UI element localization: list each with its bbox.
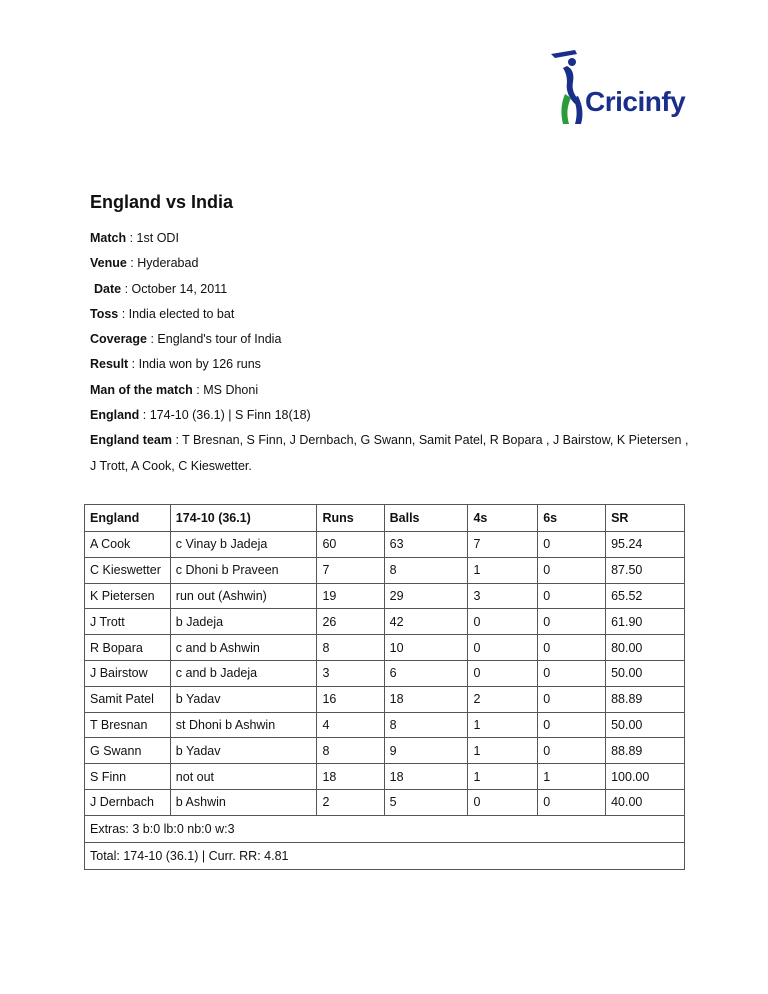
info-label: Date xyxy=(94,281,122,296)
info-value: : MS Dhoni xyxy=(192,382,259,397)
table-cell: 10 xyxy=(384,635,468,661)
header-cell: Runs xyxy=(317,505,384,532)
table-cell: 0 xyxy=(538,635,606,661)
table-cell: 18 xyxy=(384,686,468,712)
header-cell: Balls xyxy=(384,505,468,532)
table-cell: 0 xyxy=(538,738,606,764)
table-cell: 80.00 xyxy=(606,635,685,661)
table-cell: 0 xyxy=(538,686,606,712)
table-cell: 40.00 xyxy=(606,789,685,815)
table-cell: 88.89 xyxy=(606,738,685,764)
table-cell: 1 xyxy=(468,557,538,583)
info-value: : Hyderabad xyxy=(126,256,199,271)
table-row xyxy=(85,609,685,635)
header-cell: England xyxy=(85,505,171,532)
table-cell: 7 xyxy=(468,532,538,558)
table-cell: 0 xyxy=(538,557,606,583)
info-date xyxy=(90,277,690,302)
header-cell: 4s xyxy=(468,505,538,532)
total-row xyxy=(85,842,685,869)
table-cell: run out (Ashwin) xyxy=(170,583,317,609)
table-row xyxy=(85,532,685,558)
info-label: England team xyxy=(90,433,172,448)
logo-text: Cricinfy xyxy=(585,86,686,117)
table-cell: c and b Ashwin xyxy=(170,635,317,661)
table-cell: 7 xyxy=(317,557,384,583)
table-cell: 9 xyxy=(384,738,468,764)
header-cell: 6s xyxy=(538,505,606,532)
table-cell: 1 xyxy=(468,738,538,764)
table-cell: 8 xyxy=(384,557,468,583)
table-cell: J Trott xyxy=(85,609,171,635)
total-cell: Total: 174-10 (36.1) | Curr. RR: 4.81 xyxy=(85,842,685,869)
table-cell: 42 xyxy=(384,609,468,635)
table-cell: b Yadav xyxy=(170,686,317,712)
table-row xyxy=(85,660,685,686)
table-cell: 8 xyxy=(317,738,384,764)
table-cell: 0 xyxy=(538,609,606,635)
extras-row xyxy=(85,815,685,842)
info-man-of-match xyxy=(90,378,690,403)
table-cell: 18 xyxy=(384,764,468,790)
table-cell: 0 xyxy=(538,712,606,738)
table-cell: 95.24 xyxy=(606,532,685,558)
table-cell: 0 xyxy=(538,532,606,558)
table-cell: J Bairstow xyxy=(85,660,171,686)
table-header-row xyxy=(85,505,685,532)
table-cell: 0 xyxy=(468,789,538,815)
table-cell: c and b Jadeja xyxy=(170,660,317,686)
table-cell: G Swann xyxy=(85,738,171,764)
table-cell: 26 xyxy=(317,609,384,635)
extras-cell: Extras: 3 b:0 lb:0 nb:0 w:3 xyxy=(85,815,685,842)
table-cell: 1 xyxy=(538,764,606,790)
info-value: : T Bresnan, S Finn, J Dernbach, G Swann, Samit Patel, R Bopara , J Bairstow, K Pietersen , J Trott, A Cook, C Kieswetter. xyxy=(90,433,689,473)
info-england-score xyxy=(90,403,690,428)
table-row xyxy=(85,764,685,790)
table-cell: 100.00 xyxy=(606,764,685,790)
table-cell: 19 xyxy=(317,583,384,609)
table-cell: 4 xyxy=(317,712,384,738)
info-venue xyxy=(90,251,690,276)
table-row xyxy=(85,635,685,661)
info-label: Venue xyxy=(90,256,127,271)
table-cell: b Jadeja xyxy=(170,609,317,635)
table-cell: 8 xyxy=(317,635,384,661)
info-value: : 1st ODI xyxy=(126,231,179,245)
scorecard-table xyxy=(84,504,685,870)
table-cell: 88.89 xyxy=(606,686,685,712)
header-cell: SR xyxy=(606,505,685,532)
table-cell: 0 xyxy=(468,635,538,661)
table-cell: 0 xyxy=(468,660,538,686)
info-toss xyxy=(90,302,690,327)
table-cell: Samit Patel xyxy=(85,686,171,712)
table-cell: st Dhoni b Ashwin xyxy=(170,712,317,738)
info-label: Toss xyxy=(90,306,119,321)
table-row xyxy=(85,789,685,815)
info-value: : India elected to bat xyxy=(118,306,235,321)
info-label: England xyxy=(90,408,140,423)
table-cell: 63 xyxy=(384,532,468,558)
table-cell: b Yadav xyxy=(170,738,317,764)
info-england-team xyxy=(90,428,690,479)
table-cell: 2 xyxy=(468,686,538,712)
table-cell: 0 xyxy=(468,609,538,635)
info-label: Result xyxy=(90,357,129,372)
cricinfy-logo xyxy=(545,48,686,128)
table-cell: 65.52 xyxy=(606,583,685,609)
table-cell: not out xyxy=(170,764,317,790)
match-title: England vs India xyxy=(90,192,234,212)
table-cell: 0 xyxy=(538,583,606,609)
table-cell: T Bresnan xyxy=(85,712,171,738)
table-cell: 0 xyxy=(538,660,606,686)
table-cell: 1 xyxy=(468,712,538,738)
table-cell: c Vinay b Jadeja xyxy=(170,532,317,558)
header-cell: 174-10 (36.1) xyxy=(170,505,317,532)
info-match xyxy=(90,226,690,251)
match-info xyxy=(90,226,690,479)
table-cell: 8 xyxy=(384,712,468,738)
info-result xyxy=(90,352,690,377)
info-value: : October 14, 2011 xyxy=(121,281,228,296)
info-coverage xyxy=(90,327,690,352)
table-cell: 5 xyxy=(384,789,468,815)
table-cell: J Dernbach xyxy=(85,789,171,815)
table-cell: 2 xyxy=(317,789,384,815)
table-cell: 3 xyxy=(317,660,384,686)
table-cell: R Bopara xyxy=(85,635,171,661)
table-cell: A Cook xyxy=(85,532,171,558)
table-cell: 29 xyxy=(384,583,468,609)
table-row xyxy=(85,686,685,712)
info-value: : India won by 126 runs xyxy=(128,357,261,372)
info-value: : 174-10 (36.1) | S Finn 18(18) xyxy=(139,408,311,423)
table-cell: 6 xyxy=(384,660,468,686)
table-cell: c Dhoni b Praveen xyxy=(170,557,317,583)
table-cell: 50.00 xyxy=(606,712,685,738)
table-row xyxy=(85,712,685,738)
table-cell: S Finn xyxy=(85,764,171,790)
table-cell: C Kieswetter xyxy=(85,557,171,583)
table-cell: 0 xyxy=(538,789,606,815)
table-cell: 87.50 xyxy=(606,557,685,583)
info-label: Match xyxy=(90,231,127,245)
table-cell: 50.00 xyxy=(606,660,685,686)
info-label: Coverage xyxy=(90,332,147,347)
table-cell: 61.90 xyxy=(606,609,685,635)
info-label: Man of the match xyxy=(90,382,193,397)
table-cell: K Pietersen xyxy=(85,583,171,609)
table-cell: 60 xyxy=(317,532,384,558)
table-cell: 3 xyxy=(468,583,538,609)
table-row xyxy=(85,738,685,764)
table-cell: 18 xyxy=(317,764,384,790)
table-cell: b Ashwin xyxy=(170,789,317,815)
table-cell: 1 xyxy=(468,764,538,790)
table-cell: 16 xyxy=(317,686,384,712)
table-row xyxy=(85,557,685,583)
table-row xyxy=(85,583,685,609)
info-value: : England's tour of India xyxy=(146,332,282,347)
